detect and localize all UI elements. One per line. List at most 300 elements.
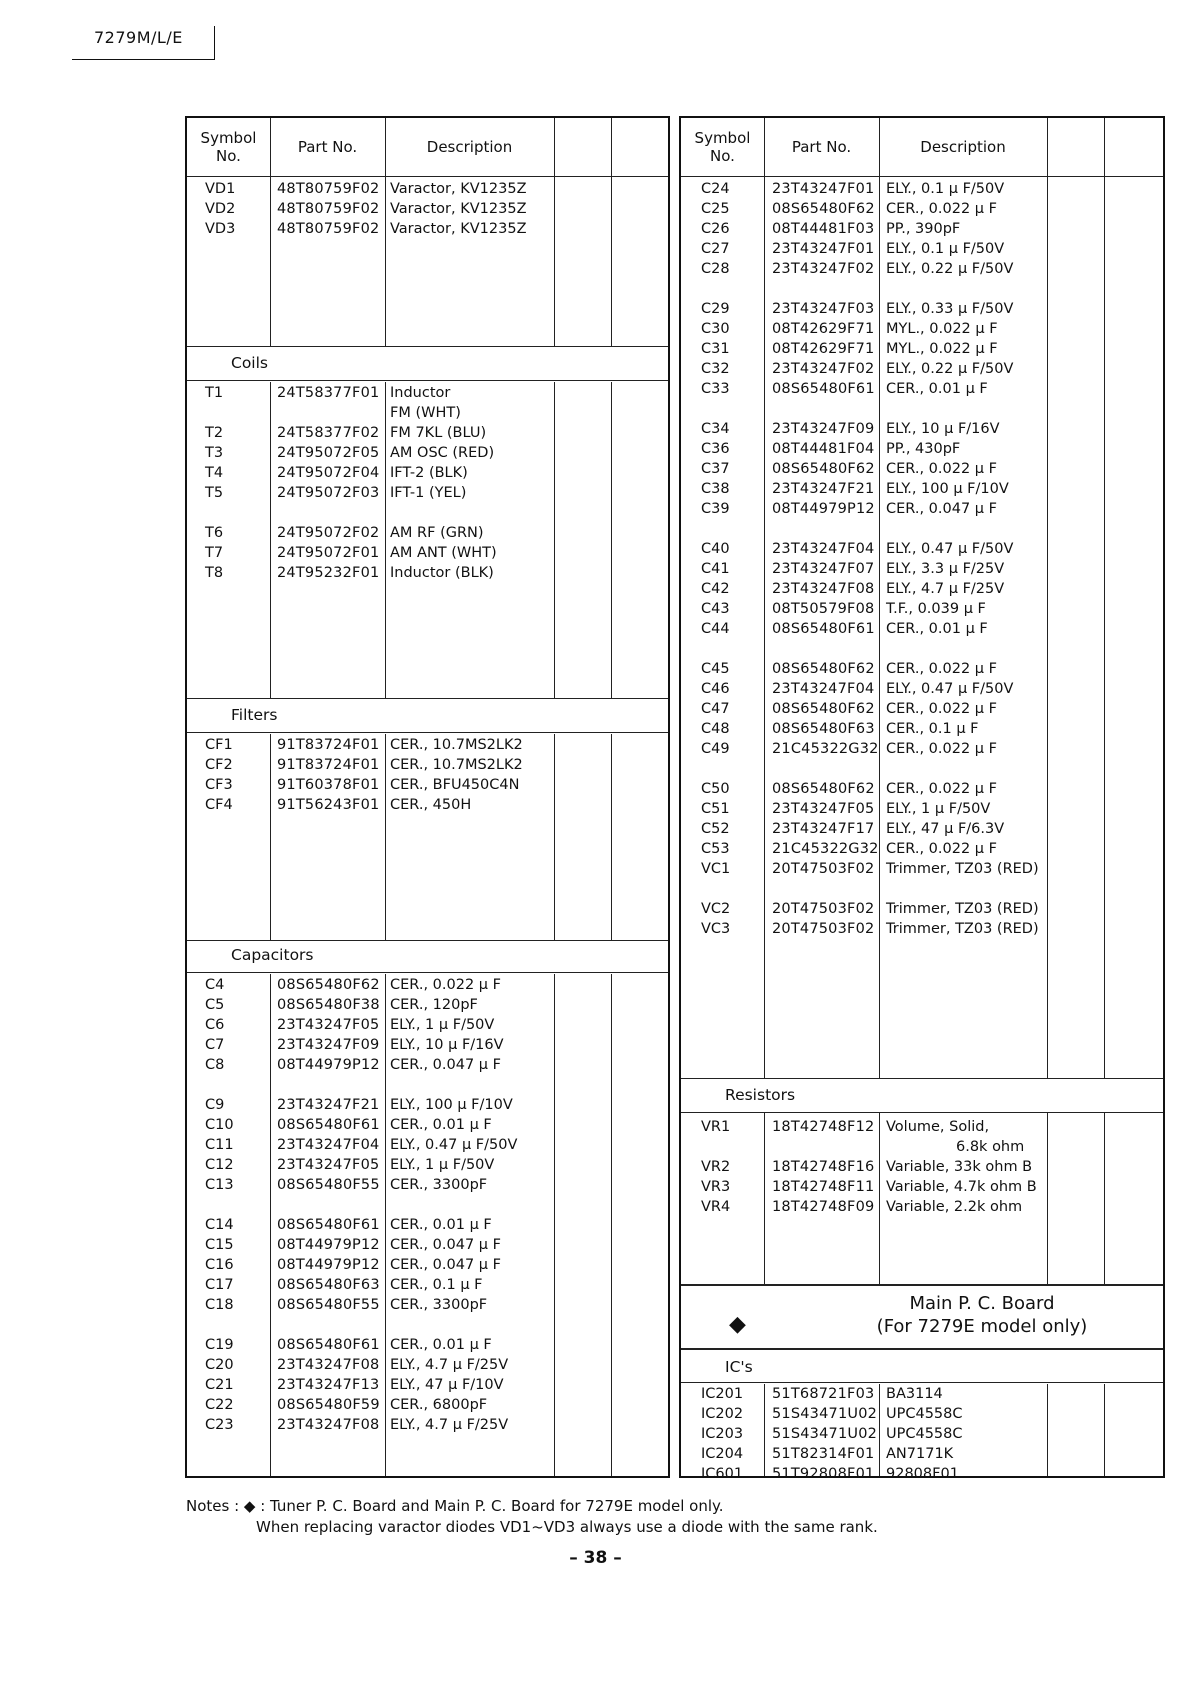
table-row (187, 1016, 668, 1037)
header-part: Part No. (791, 138, 852, 156)
table-row (187, 1176, 668, 1197)
description-cell: CER., 0.01 μ F (886, 621, 988, 637)
description-cell: CER., 10.7MS2LK2 (390, 757, 523, 773)
part-number-cell: 24T95232F01 (277, 565, 380, 581)
symbol-cell: C49 (701, 741, 730, 757)
description-cell: Volume, Solid, (886, 1119, 990, 1135)
description-cell: ELY., 0.47 μ F/50V (886, 541, 1014, 557)
description-cell: Trimmer, TZ03 (RED) (886, 861, 1039, 877)
table-row (681, 660, 1163, 681)
part-number-cell: 24T95072F05 (277, 445, 380, 461)
symbol-cell: C48 (701, 721, 730, 737)
symbol-cell: C16 (205, 1257, 234, 1273)
part-number-cell: 51T82314F01 (772, 1446, 875, 1462)
description-cell: CER., 3300pF (390, 1297, 488, 1313)
table-row (187, 1336, 668, 1357)
symbol-cell: C25 (701, 201, 730, 217)
description-cell: ELY., 3.3 μ F/25V (886, 561, 1005, 577)
table-row (187, 1136, 668, 1157)
table-row (187, 220, 668, 241)
description-cell: BA3114 (886, 1386, 943, 1402)
description-cell: CER., 0.022 μ F (886, 841, 997, 857)
part-number-cell: 20T47503F02 (772, 901, 875, 917)
description-cell: CER., 0.01 μ F (390, 1217, 492, 1233)
symbol-cell: T8 (205, 565, 224, 581)
part-number-cell: 08T50579F08 (772, 601, 875, 617)
main-pcb-title (681, 1292, 1163, 1338)
description-cell: CER., 0.01 μ F (390, 1337, 492, 1353)
part-number-cell: 51T92808F01 (772, 1466, 875, 1482)
table-row (187, 444, 668, 465)
symbol-cell: C33 (701, 381, 730, 397)
description-cell: CER., 0.022 μ F (886, 201, 997, 217)
description-cell: ELY., 0.1 μ F/50V (886, 241, 1005, 257)
part-number-cell: 08S65480F63 (772, 721, 875, 737)
table-row (681, 920, 1163, 941)
part-number-cell: 18T42748F09 (772, 1199, 875, 1215)
part-number-cell: 23T43247F05 (772, 801, 875, 817)
description-cell: CER., 0.022 μ F (886, 781, 997, 797)
table-row (187, 404, 668, 425)
symbol-cell: C18 (205, 1297, 234, 1313)
table-row (681, 800, 1163, 821)
part-number-cell: 23T43247F01 (772, 241, 875, 257)
part-number-cell: 18T42748F12 (772, 1119, 875, 1135)
table-row (681, 620, 1163, 641)
part-number-cell: 18T42748F16 (772, 1159, 875, 1175)
tag-divider (214, 26, 215, 60)
table-row (681, 240, 1163, 261)
notes-line1: Notes : ◆ : Tuner P. C. Board and Main P. C. Board for 7279E model only. (186, 1497, 724, 1515)
symbol-cell: IC201 (701, 1386, 744, 1402)
symbol-cell: C51 (701, 801, 730, 817)
description-cell: Variable, 4.7k ohm B (886, 1179, 1037, 1195)
symbol-cell: C37 (701, 461, 730, 477)
description-cell: CER., 0.047 μ F (390, 1237, 501, 1253)
symbol-cell: T5 (205, 485, 224, 501)
symbol-cell: C30 (701, 321, 730, 337)
header-symbol: Symbol No. (200, 129, 257, 165)
table-row (681, 680, 1163, 701)
part-number-cell: 91T83724F01 (277, 737, 380, 753)
table-row (187, 564, 668, 585)
symbol-cell: T4 (205, 465, 224, 481)
symbol-cell: C9 (205, 1097, 225, 1113)
model-number: 7279M/L/E (94, 28, 183, 47)
section-rule (187, 380, 668, 381)
table-row (681, 500, 1163, 521)
table-row (187, 1396, 668, 1417)
table-row (187, 484, 668, 505)
symbol-cell: C23 (205, 1417, 234, 1433)
section-rule (187, 698, 668, 699)
symbol-cell: C32 (701, 361, 730, 377)
page-number: – 38 – (569, 1548, 622, 1568)
symbol-cell: CF2 (205, 757, 233, 773)
diamond-icon: ◆ (729, 1312, 746, 1337)
part-number-cell: 23T43247F09 (772, 421, 875, 437)
symbol-cell: C21 (205, 1377, 234, 1393)
symbol-cell: VC1 (701, 861, 731, 877)
part-number-cell: 24T58377F01 (277, 385, 380, 401)
description-cell: ELY., 0.22 μ F/50V (886, 261, 1014, 277)
model-tag (92, 26, 212, 60)
section-rule (187, 972, 668, 973)
part-number-cell: 23T43247F01 (772, 181, 875, 197)
table-row (681, 180, 1163, 201)
part-number-cell: 08S65480F55 (277, 1297, 380, 1313)
symbol-cell: C14 (205, 1217, 234, 1233)
description-cell: Inductor (BLK) (390, 565, 494, 581)
symbol-cell: C20 (205, 1357, 234, 1373)
description-cell: FM (WHT) (390, 405, 461, 421)
notes-line2: When replacing varactor diodes VD1~VD3 always use a diode with the same rank. (256, 1518, 878, 1536)
symbol-cell: T7 (205, 545, 224, 561)
table-row (681, 600, 1163, 621)
parts-table-right (679, 116, 1165, 1482)
description-cell: Varactor, KV1235Z (390, 221, 527, 237)
description-cell: CER., 0.1 μ F (390, 1277, 483, 1293)
part-number-cell: 23T43247F04 (772, 681, 875, 697)
description-cell: ELY., 100 μ F/10V (886, 481, 1009, 497)
table-row (681, 360, 1163, 381)
description-cell: IFT-1 (YEL) (390, 485, 467, 501)
symbol-cell: C43 (701, 601, 730, 617)
symbol-cell: C40 (701, 541, 730, 557)
table-row (681, 220, 1163, 241)
table-row (187, 1156, 668, 1177)
symbol-cell: C47 (701, 701, 730, 717)
table-row (681, 840, 1163, 861)
description-cell: CER., 450H (390, 797, 472, 813)
table-row (681, 320, 1163, 341)
part-number-cell: 51T68721F03 (772, 1386, 875, 1402)
part-number-cell: 91T56243F01 (277, 797, 380, 813)
table-row (681, 820, 1163, 841)
table-row (187, 384, 668, 405)
part-number-cell: 08S65480F61 (277, 1337, 380, 1353)
part-number-cell: 48T80759F02 (277, 181, 380, 197)
description-cell: ELY., 0.47 μ F/50V (886, 681, 1014, 697)
symbol-cell: CF1 (205, 737, 233, 753)
part-number-cell: 08S65480F55 (277, 1177, 380, 1193)
part-number-cell: 23T43247F21 (772, 481, 875, 497)
header-description: Description (426, 138, 513, 156)
table-row (187, 1356, 668, 1377)
part-number-cell: 23T43247F08 (277, 1357, 380, 1373)
table-row (187, 200, 668, 221)
table-row (187, 1116, 668, 1137)
symbol-cell: C7 (205, 1037, 225, 1053)
description-cell: Variable, 2.2k ohm (886, 1199, 1023, 1215)
part-number-cell: 20T47503F02 (772, 861, 875, 877)
description-cell: CER., 120pF (390, 997, 478, 1013)
table-row (681, 1405, 1163, 1426)
symbol-cell: C46 (701, 681, 730, 697)
symbol-cell: C4 (205, 977, 225, 993)
symbol-cell: C11 (205, 1137, 234, 1153)
part-number-cell: 23T43247F02 (772, 361, 875, 377)
symbol-cell: VR1 (701, 1119, 731, 1135)
symbol-cell: IC204 (701, 1446, 744, 1462)
part-number-cell: 08S65480F62 (772, 661, 875, 677)
table-row (187, 1216, 668, 1237)
description-cell: CER., 0.01 μ F (390, 1117, 492, 1133)
part-number-cell: 08T44979P12 (277, 1057, 380, 1073)
symbol-cell: C34 (701, 421, 730, 437)
main-pcb-line1: Main P. C. Board (909, 1293, 1055, 1314)
description-cell: 6.8k ohm (956, 1139, 1025, 1155)
part-number-cell: 23T43247F05 (277, 1017, 380, 1033)
description-cell: PP., 390pF (886, 221, 961, 237)
description-cell: UPC4558C (886, 1426, 963, 1442)
table-row (681, 1445, 1163, 1466)
table-row (681, 580, 1163, 601)
part-number-cell: 51S43471U02 (772, 1426, 878, 1442)
description-cell: ELY., 10 μ F/16V (390, 1037, 504, 1053)
part-number-cell: 08S65480F38 (277, 997, 380, 1013)
description-cell: CER., 0.022 μ F (390, 977, 501, 993)
table-row (187, 1036, 668, 1057)
table-row (187, 996, 668, 1017)
section-title-ics: IC's (725, 1358, 753, 1376)
symbol-cell: C24 (701, 181, 730, 197)
description-cell: AM RF (GRN) (390, 525, 484, 541)
table-row (681, 1118, 1163, 1139)
parts-table-left (185, 116, 670, 1478)
description-cell: FM 7KL (BLU) (390, 425, 487, 441)
symbol-cell: VR4 (701, 1199, 731, 1215)
symbol-cell: T2 (205, 425, 224, 441)
description-cell: Inductor (390, 385, 451, 401)
section-rule (187, 346, 668, 347)
description-cell: CER., 0.022 μ F (886, 461, 997, 477)
description-cell: ELY., 4.7 μ F/25V (390, 1417, 509, 1433)
description-cell: CER., 0.047 μ F (390, 1057, 501, 1073)
table-row (681, 480, 1163, 501)
description-cell: IFT-2 (BLK) (390, 465, 468, 481)
symbol-cell: C10 (205, 1117, 234, 1133)
symbol-cell: C38 (701, 481, 730, 497)
description-cell: ELY., 0.33 μ F/50V (886, 301, 1014, 317)
part-number-cell: 08S65480F62 (772, 781, 875, 797)
description-cell: CER., 0.1 μ F (886, 721, 979, 737)
part-number-cell: 48T80759F02 (277, 221, 380, 237)
header-part: Part No. (297, 138, 358, 156)
description-cell: UPC4558C (886, 1406, 963, 1422)
description-cell: ELY., 47 μ F/10V (390, 1377, 504, 1393)
table-row (187, 524, 668, 545)
table-row (681, 200, 1163, 221)
section-rule (681, 1112, 1163, 1113)
symbol-cell: T6 (205, 525, 224, 541)
description-cell: AM OSC (RED) (390, 445, 495, 461)
part-number-cell: 23T43247F13 (277, 1377, 380, 1393)
part-number-cell: 91T60378F01 (277, 777, 380, 793)
description-cell: ELY., 100 μ F/10V (390, 1097, 513, 1113)
section-title-coils: Coils (231, 354, 268, 372)
description-cell: Varactor, KV1235Z (390, 181, 527, 197)
table-row (681, 860, 1163, 881)
description-cell: CER., 0.022 μ F (886, 741, 997, 757)
part-number-cell: 08T44979P12 (277, 1237, 380, 1253)
part-number-cell: 91T83724F01 (277, 757, 380, 773)
table-row (681, 440, 1163, 461)
table-row (187, 796, 668, 817)
table-row (681, 1138, 1163, 1159)
part-number-cell: 18T42748F11 (772, 1179, 875, 1195)
table-row (187, 1276, 668, 1297)
description-cell: Varactor, KV1235Z (390, 201, 527, 217)
symbol-cell: IC601 (701, 1466, 744, 1482)
table-row (681, 1425, 1163, 1446)
description-cell: ELY., 1 μ F/50V (390, 1017, 495, 1033)
notes (186, 1496, 878, 1538)
symbol-cell: IC202 (701, 1406, 744, 1422)
description-cell: MYL., 0.022 μ F (886, 321, 998, 337)
table-row (681, 1385, 1163, 1406)
table-row (681, 740, 1163, 761)
symbol-cell: C15 (205, 1237, 234, 1253)
part-number-cell: 23T43247F07 (772, 561, 875, 577)
part-number-cell: 08S65480F62 (772, 701, 875, 717)
symbol-cell: VD2 (205, 201, 236, 217)
part-number-cell: 23T43247F03 (772, 301, 875, 317)
description-cell: CER., 6800pF (390, 1397, 488, 1413)
table-row (187, 424, 668, 445)
symbol-cell: T3 (205, 445, 224, 461)
description-cell: PP., 430pF (886, 441, 961, 457)
description-cell: CER., 0.01 μ F (886, 381, 988, 397)
part-number-cell: 21C45322G32 (772, 741, 879, 757)
symbol-cell: C5 (205, 997, 225, 1013)
description-cell: ELY., 0.47 μ F/50V (390, 1137, 518, 1153)
table-row (187, 1256, 668, 1277)
description-cell: Trimmer, TZ03 (RED) (886, 921, 1039, 937)
part-number-cell: 23T43247F04 (772, 541, 875, 557)
symbol-cell: C31 (701, 341, 730, 357)
table-row (681, 1178, 1163, 1199)
part-number-cell: 51S43471U02 (772, 1406, 878, 1422)
section-rule (187, 940, 668, 941)
description-cell: ELY., 1 μ F/50V (886, 801, 991, 817)
table-row (187, 1296, 668, 1317)
part-number-cell: 24T95072F02 (277, 525, 380, 541)
symbol-cell: C52 (701, 821, 730, 837)
part-number-cell: 23T43247F04 (277, 1137, 380, 1153)
symbol-cell: C12 (205, 1157, 234, 1173)
description-cell: ELY., 0.22 μ F/50V (886, 361, 1014, 377)
part-number-cell: 08S65480F62 (772, 461, 875, 477)
symbol-cell: C36 (701, 441, 730, 457)
symbol-cell: C8 (205, 1057, 225, 1073)
description-cell: T.F., 0.039 μ F (886, 601, 986, 617)
description-cell: Trimmer, TZ03 (RED) (886, 901, 1039, 917)
symbol-cell: C53 (701, 841, 730, 857)
part-number-cell: 48T80759F02 (277, 201, 380, 217)
tag-underline (72, 59, 215, 60)
description-cell: AM ANT (WHT) (390, 545, 497, 561)
part-number-cell: 21C45322G32 (772, 841, 879, 857)
description-cell: ELY., 4.7 μ F/25V (886, 581, 1005, 597)
table-row (681, 1198, 1163, 1219)
description-cell: CER., 0.047 μ F (390, 1257, 501, 1273)
description-cell: CER., 0.022 μ F (886, 661, 997, 677)
table-row (681, 900, 1163, 921)
part-number-cell: 08S65480F59 (277, 1397, 380, 1413)
symbol-cell: C19 (205, 1337, 234, 1353)
description-cell: Variable, 33k ohm B (886, 1159, 1033, 1175)
section-rule (681, 1078, 1163, 1079)
description-cell: ELY., 0.1 μ F/50V (886, 181, 1005, 197)
part-number-cell: 08S65480F63 (277, 1277, 380, 1293)
part-number-cell: 08T42629F71 (772, 321, 875, 337)
table-row (681, 1158, 1163, 1179)
symbol-cell: C42 (701, 581, 730, 597)
part-number-cell: 08T44979P12 (277, 1257, 380, 1273)
part-number-cell: 08S65480F61 (772, 381, 875, 397)
part-number-cell: 24T95072F01 (277, 545, 380, 561)
description-cell: ELY., 10 μ F/16V (886, 421, 1000, 437)
description-cell: CER., 10.7MS2LK2 (390, 737, 523, 753)
table-row (681, 780, 1163, 801)
table-row (681, 700, 1163, 721)
section-title-resistors: Resistors (725, 1086, 796, 1104)
table-row (187, 180, 668, 201)
part-number-cell: 24T95072F04 (277, 465, 380, 481)
symbol-cell: C28 (701, 261, 730, 277)
section-rule (187, 732, 668, 733)
symbol-cell: VC3 (701, 921, 731, 937)
symbol-cell: VC2 (701, 901, 731, 917)
header-symbol: Symbol No. (694, 129, 751, 165)
section-rule (681, 1284, 1163, 1286)
part-number-cell: 23T43247F08 (772, 581, 875, 597)
symbol-cell: T1 (205, 385, 224, 401)
description-cell: CER., 0.022 μ F (886, 701, 997, 717)
section-rule (681, 1382, 1163, 1383)
symbol-cell: C27 (701, 241, 730, 257)
symbol-cell: C17 (205, 1277, 234, 1293)
symbol-cell: VD1 (205, 181, 236, 197)
header-description: Description (920, 138, 1006, 156)
main-pcb-line2: (For 7279E model only) (876, 1316, 1088, 1337)
table-row (681, 420, 1163, 441)
table-row (187, 1376, 668, 1397)
part-number-cell: 23T43247F17 (772, 821, 875, 837)
part-number-cell: 08T42629F71 (772, 341, 875, 357)
section-band (681, 1350, 1163, 1384)
table-row (681, 1465, 1163, 1486)
part-number-cell: 08T44481F04 (772, 441, 875, 457)
table-row (681, 560, 1163, 581)
section-title-filters: Filters (231, 706, 278, 724)
symbol-cell: VD3 (205, 221, 236, 237)
symbol-cell: C26 (701, 221, 730, 237)
table-row (187, 464, 668, 485)
description-cell: ELY., 1 μ F/50V (390, 1157, 495, 1173)
symbol-cell: CF3 (205, 777, 233, 793)
part-number-cell: 23T43247F02 (772, 261, 875, 277)
table-row (187, 1096, 668, 1117)
description-cell: CER., BFU450C4N (390, 777, 520, 793)
table-row (187, 736, 668, 757)
part-number-cell: 08T44979P12 (772, 501, 875, 517)
symbol-cell: C13 (205, 1177, 234, 1193)
table-row (187, 756, 668, 777)
description-cell: ELY., 4.7 μ F/25V (390, 1357, 509, 1373)
table-row (681, 540, 1163, 561)
